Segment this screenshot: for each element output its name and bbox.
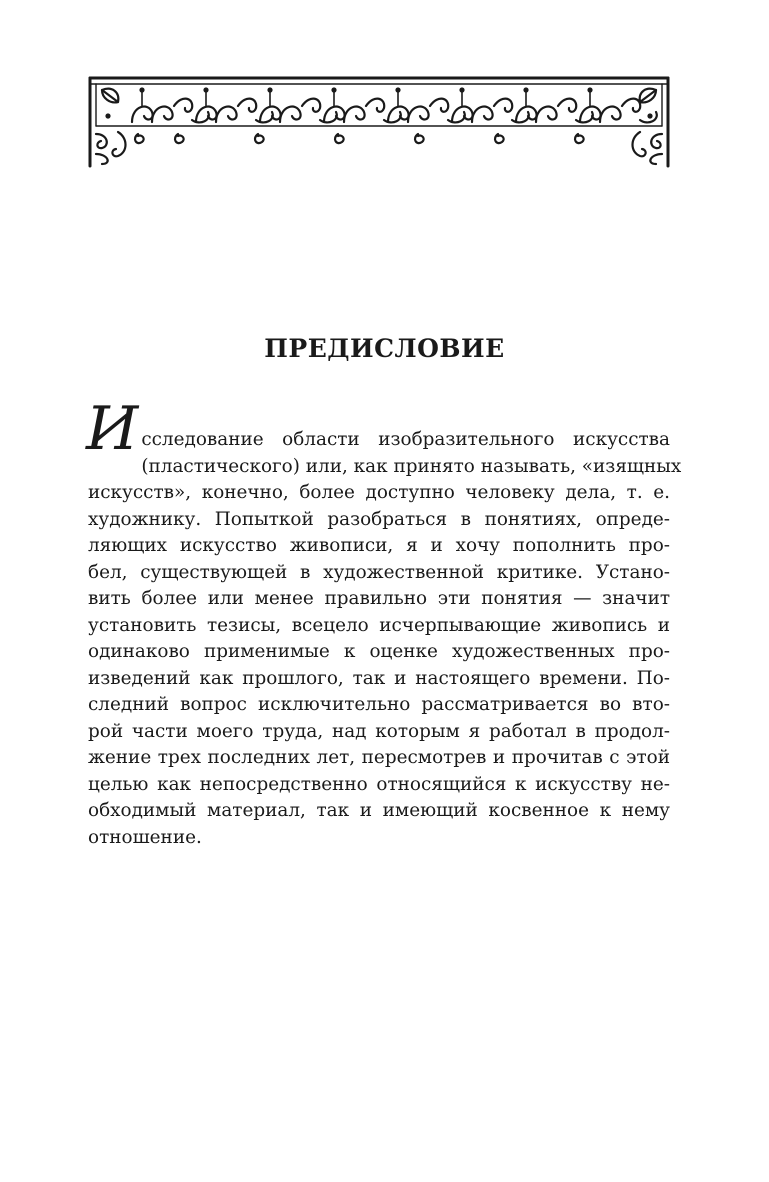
- text-line: изведений как прошлого, так и настоящего времени. По-: [88, 667, 670, 689]
- text-line: жение трех последних лет, пересмотрев и прочитав с этой: [88, 747, 670, 768]
- text-line: искусств», конечно, более доступно человеку дела, т. е.: [88, 482, 670, 503]
- text-line: обходимый материал, так и имеющий косвенное к нему: [88, 800, 670, 821]
- text-line: установить тезисы, всецело исчерпывающие живопись и: [88, 614, 670, 636]
- text-line: ляющих искусство живописи, я и хочу пополнить про-: [88, 535, 670, 556]
- text-line: художнику. Попыткой разобраться в понятиях, опреде-: [88, 508, 670, 530]
- text-line: следний вопрос исключительно рассматривается во вто-: [88, 694, 670, 715]
- preface-paragraph: [86, 394, 682, 851]
- text-line: отношение.: [88, 826, 202, 848]
- decorative-header-border-icon: [88, 76, 670, 168]
- text-line: (пластического) или, как принято называть, «изящных: [141, 455, 682, 477]
- drop-cap-letter: И: [86, 394, 139, 464]
- text-line: одинаково применимые к оценке художественных про-: [88, 641, 670, 662]
- text-line: целью как непосредственно относящийся к искусству не-: [88, 773, 670, 795]
- text-line: бел, существующей в художественной критике. Устано-: [88, 561, 670, 583]
- chapter-title: ПРЕДИСЛОВИЕ: [264, 334, 505, 363]
- text-line: рой части моего труда, над которым я работал в продол-: [88, 720, 670, 742]
- text-line: сследование области изобразительного искусства: [141, 429, 670, 450]
- text-line: вить более или менее правильно эти понятия — значит: [88, 588, 670, 609]
